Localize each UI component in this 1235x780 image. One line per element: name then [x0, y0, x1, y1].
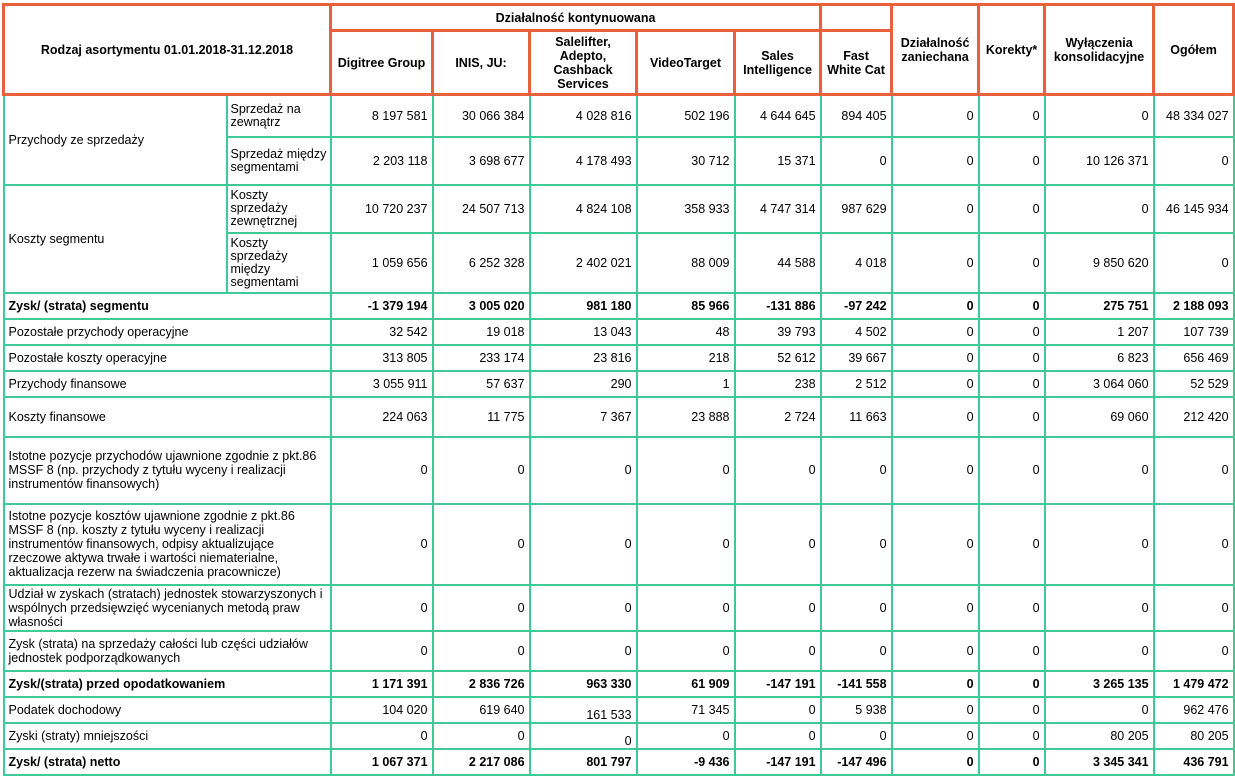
table-row: [4, 697, 1234, 723]
value-cell: -97 242: [821, 293, 892, 319]
value-cell: 0: [1045, 185, 1154, 233]
value-cell: 9 850 620: [1045, 233, 1154, 293]
value-cell: 1 479 472: [1154, 671, 1234, 697]
value-cell: 30 712: [637, 137, 735, 185]
value-cell: 0: [892, 437, 979, 504]
value-cell: 1 067 371: [331, 749, 433, 775]
value-cell: 3 064 060: [1045, 371, 1154, 397]
value-cell: 0: [433, 723, 530, 749]
corner-header: Rodzaj asortymentu 01.01.2018-31.12.2018: [4, 5, 331, 95]
value-cell: 0: [735, 697, 821, 723]
value-cell: 275 751: [1045, 293, 1154, 319]
table-row: [4, 345, 1234, 371]
value-cell: 4 018: [821, 233, 892, 293]
value-cell: 0: [979, 504, 1045, 585]
col-header-3: VideoTarget: [637, 31, 735, 95]
value-cell: 0: [735, 504, 821, 585]
value-cell: 0: [892, 504, 979, 585]
value-cell: 981 180: [530, 293, 637, 319]
value-cell: 0: [1045, 631, 1154, 671]
value-cell: 0: [1045, 585, 1154, 631]
row-label: Zyski (straty) mniejszości: [4, 723, 331, 749]
value-cell: 57 637: [433, 371, 530, 397]
table-row: [4, 397, 1234, 437]
value-cell: 161 533: [530, 697, 637, 723]
value-cell: 10 720 237: [331, 185, 433, 233]
table-row: [4, 293, 1234, 319]
value-cell: 358 933: [637, 185, 735, 233]
value-cell: 238: [735, 371, 821, 397]
value-cell: 233 174: [433, 345, 530, 371]
value-cell: 13 043: [530, 319, 637, 345]
value-cell: 0: [979, 319, 1045, 345]
value-cell: 85 966: [637, 293, 735, 319]
value-cell: 48: [637, 319, 735, 345]
value-cell: -147 191: [735, 671, 821, 697]
value-cell: 7 367: [530, 397, 637, 437]
value-cell: 0: [979, 585, 1045, 631]
group-header-blank: [821, 5, 892, 31]
value-cell: 3 055 911: [331, 371, 433, 397]
table-row: [4, 585, 1234, 631]
value-cell: 502 196: [637, 95, 735, 137]
value-cell: 0: [1154, 585, 1234, 631]
value-cell: 0: [1154, 233, 1234, 293]
value-cell: 0: [979, 185, 1045, 233]
value-cell: 0: [892, 585, 979, 631]
value-cell: 0: [433, 437, 530, 504]
value-cell: 0: [1154, 437, 1234, 504]
value-cell: 0: [979, 723, 1045, 749]
value-cell: 0: [1154, 137, 1234, 185]
col-header-7: Korekty*: [979, 5, 1045, 95]
value-cell: 0: [530, 631, 637, 671]
value-cell: 0: [979, 631, 1045, 671]
value-cell: 0: [735, 631, 821, 671]
value-cell: 0: [331, 631, 433, 671]
value-cell: 0: [331, 585, 433, 631]
row-group-label: Przychody ze sprzedaży: [4, 95, 227, 185]
value-cell: 0: [979, 293, 1045, 319]
value-cell: 0: [637, 585, 735, 631]
value-cell: 0: [530, 504, 637, 585]
value-cell: 4 824 108: [530, 185, 637, 233]
value-cell: 1: [637, 371, 735, 397]
row-label: Podatek dochodowy: [4, 697, 331, 723]
value-cell: 61 909: [637, 671, 735, 697]
value-cell: 3 698 677: [433, 137, 530, 185]
col-header-8: Wyłączenia konsolidacyjne: [1045, 5, 1154, 95]
value-cell: 0: [821, 723, 892, 749]
value-cell: 71 345: [637, 697, 735, 723]
value-cell: 0: [979, 95, 1045, 137]
value-cell: 987 629: [821, 185, 892, 233]
col-header-4: Sales Intelligence: [735, 31, 821, 95]
value-cell: 0: [892, 293, 979, 319]
value-cell: 0: [979, 371, 1045, 397]
row-label: Zysk (strata) na sprzedaży całości lub części udziałów jednostek podporządkowanych: [4, 631, 331, 671]
value-cell: 212 420: [1154, 397, 1234, 437]
value-cell: 436 791: [1154, 749, 1234, 775]
value-cell: 0: [331, 723, 433, 749]
value-cell: 0: [1045, 95, 1154, 137]
value-cell: 0: [892, 671, 979, 697]
value-cell: 44 588: [735, 233, 821, 293]
col-header-0: Digitree Group: [331, 31, 433, 95]
value-cell: 88 009: [637, 233, 735, 293]
table-row: [4, 631, 1234, 671]
table-row: [4, 749, 1234, 775]
value-cell: 2 836 726: [433, 671, 530, 697]
row-label: Udział w zyskach (stratach) jednostek stowarzyszonych i wspólnych przedsięwzięć wycenianych metodą praw własności: [4, 585, 331, 631]
value-cell: 10 126 371: [1045, 137, 1154, 185]
value-cell: 0: [1045, 697, 1154, 723]
row-sub-label: Sprzedaż na zewnątrz: [227, 95, 331, 137]
value-cell: 19 018: [433, 319, 530, 345]
value-cell: 0: [735, 437, 821, 504]
value-cell: -147 496: [821, 749, 892, 775]
value-cell: 290: [530, 371, 637, 397]
row-label: Przychody finansowe: [4, 371, 331, 397]
value-cell: 30 066 384: [433, 95, 530, 137]
value-cell: 0: [979, 671, 1045, 697]
value-cell: 48 334 027: [1154, 95, 1234, 137]
value-cell: 23 816: [530, 345, 637, 371]
value-cell: 0: [979, 437, 1045, 504]
value-cell: 4 747 314: [735, 185, 821, 233]
col-header-5: Fast White Cat: [821, 31, 892, 95]
value-cell: 0: [892, 95, 979, 137]
value-cell: 52 529: [1154, 371, 1234, 397]
value-cell: 2 402 021: [530, 233, 637, 293]
value-cell: 2 512: [821, 371, 892, 397]
value-cell: 962 476: [1154, 697, 1234, 723]
row-sub-label: Koszty sprzedaży zewnętrznej: [227, 185, 331, 233]
row-label: Istotne pozycje przychodów ujawnione zgodnie z pkt.86 MSSF 8 (np. przychody z tytułu wyceny i realizacji instrumentów finansowych): [4, 437, 331, 504]
value-cell: 0: [637, 504, 735, 585]
row-sub-label: Sprzedaż między segmentami: [227, 137, 331, 185]
value-cell: 0: [892, 371, 979, 397]
value-cell: 0: [735, 723, 821, 749]
col-header-2: Salelifter, Adepto, Cashback Services: [530, 31, 637, 95]
value-cell: 2 188 093: [1154, 293, 1234, 319]
value-cell: 8 197 581: [331, 95, 433, 137]
table-row: [4, 371, 1234, 397]
value-cell: -9 436: [637, 749, 735, 775]
col-header-9: Ogółem: [1154, 5, 1234, 95]
row-label: Zysk/ (strata) netto: [4, 749, 331, 775]
value-cell: 107 739: [1154, 319, 1234, 345]
value-cell: 0: [1154, 504, 1234, 585]
value-cell: 0: [892, 185, 979, 233]
value-cell: 0: [821, 437, 892, 504]
value-cell: 2 217 086: [433, 749, 530, 775]
table-row: [4, 95, 1234, 137]
value-cell: 0: [892, 345, 979, 371]
value-cell: 0: [1045, 504, 1154, 585]
value-cell: 1 171 391: [331, 671, 433, 697]
value-cell: 3 005 020: [433, 293, 530, 319]
value-cell: 0: [979, 697, 1045, 723]
value-cell: 69 060: [1045, 397, 1154, 437]
value-cell: 0: [821, 504, 892, 585]
segment-table: [2, 3, 1235, 776]
value-cell: 6 823: [1045, 345, 1154, 371]
value-cell: 0: [735, 585, 821, 631]
row-label: Pozostałe przychody operacyjne: [4, 319, 331, 345]
value-cell: 0: [821, 585, 892, 631]
value-cell: 619 640: [433, 697, 530, 723]
value-cell: 0: [892, 233, 979, 293]
value-cell: 801 797: [530, 749, 637, 775]
value-cell: 0: [821, 631, 892, 671]
value-cell: 0: [892, 749, 979, 775]
row-group-label: Koszty segmentu: [4, 185, 227, 293]
row-label: Koszty finansowe: [4, 397, 331, 437]
value-cell: 32 542: [331, 319, 433, 345]
value-cell: 2 724: [735, 397, 821, 437]
value-cell: 963 330: [530, 671, 637, 697]
value-cell: 0: [433, 504, 530, 585]
value-cell: 0: [1045, 437, 1154, 504]
value-cell: 0: [892, 397, 979, 437]
value-cell: -141 558: [821, 671, 892, 697]
value-cell: 24 507 713: [433, 185, 530, 233]
value-cell: 656 469: [1154, 345, 1234, 371]
value-cell: 1 207: [1045, 319, 1154, 345]
value-cell: 23 888: [637, 397, 735, 437]
row-sub-label: Koszty sprzedaży między segmentami: [227, 233, 331, 293]
value-cell: 313 805: [331, 345, 433, 371]
col-header-1: INIS, JU:: [433, 31, 530, 95]
value-cell: 0: [892, 631, 979, 671]
value-cell: 0: [637, 631, 735, 671]
group-header-continued: Działalność kontynuowana: [331, 5, 821, 31]
value-cell: -131 886: [735, 293, 821, 319]
row-label: Zysk/ (strata) segmentu: [4, 293, 331, 319]
value-cell: 0: [892, 723, 979, 749]
value-cell: 39 793: [735, 319, 821, 345]
row-label: Istotne pozycje kosztów ujawnione zgodnie z pkt.86 MSSF 8 (np. koszty z tytułu wyceny i realizacji instrumentów finansowych, odpisy aktualizujące rzeczowe aktywa trwałe i wartości niematerialne, aktualizacja rezerw na świadczenia pracownicze): [4, 504, 331, 585]
value-cell: -147 191: [735, 749, 821, 775]
value-cell: 52 612: [735, 345, 821, 371]
value-cell: 0: [979, 345, 1045, 371]
table-body: [4, 95, 1234, 775]
value-cell: 0: [433, 631, 530, 671]
value-cell: 0: [892, 697, 979, 723]
value-cell: 4 502: [821, 319, 892, 345]
table-row: [4, 671, 1234, 697]
value-cell: 1 059 656: [331, 233, 433, 293]
value-cell: 0: [433, 585, 530, 631]
col-header-6: Działalność zaniechana: [892, 5, 979, 95]
value-cell: 0: [979, 749, 1045, 775]
value-cell: 0: [1154, 631, 1234, 671]
value-cell: 0: [331, 437, 433, 504]
value-cell: 11 775: [433, 397, 530, 437]
value-cell: 80 205: [1045, 723, 1154, 749]
value-cell: 0: [892, 319, 979, 345]
value-cell: 0: [892, 137, 979, 185]
value-cell: 3 265 135: [1045, 671, 1154, 697]
value-cell: 39 667: [821, 345, 892, 371]
value-cell: 894 405: [821, 95, 892, 137]
value-cell: 5 938: [821, 697, 892, 723]
value-cell: 0: [530, 723, 637, 749]
value-cell: 0: [637, 723, 735, 749]
value-cell: 0: [530, 585, 637, 631]
value-cell: 15 371: [735, 137, 821, 185]
value-cell: -1 379 194: [331, 293, 433, 319]
value-cell: 0: [637, 437, 735, 504]
value-cell: 46 145 934: [1154, 185, 1234, 233]
row-label: Pozostałe koszty operacyjne: [4, 345, 331, 371]
table-row: [4, 185, 1234, 233]
value-cell: 0: [979, 397, 1045, 437]
value-cell: 3 345 341: [1045, 749, 1154, 775]
value-cell: 4 644 645: [735, 95, 821, 137]
value-cell: 104 020: [331, 697, 433, 723]
value-cell: 11 663: [821, 397, 892, 437]
value-cell: 2 203 118: [331, 137, 433, 185]
value-cell: 0: [821, 137, 892, 185]
value-cell: 4 178 493: [530, 137, 637, 185]
table-row: [4, 437, 1234, 504]
table-row: [4, 319, 1234, 345]
value-cell: 0: [979, 233, 1045, 293]
value-cell: 0: [979, 137, 1045, 185]
value-cell: 224 063: [331, 397, 433, 437]
value-cell: 80 205: [1154, 723, 1234, 749]
value-cell: 0: [331, 504, 433, 585]
table-row: [4, 723, 1234, 749]
value-cell: 4 028 816: [530, 95, 637, 137]
value-cell: 0: [530, 437, 637, 504]
row-label: Zysk/(strata) przed opodatkowaniem: [4, 671, 331, 697]
value-cell: 218: [637, 345, 735, 371]
value-cell: 6 252 328: [433, 233, 530, 293]
table-row: [4, 504, 1234, 585]
